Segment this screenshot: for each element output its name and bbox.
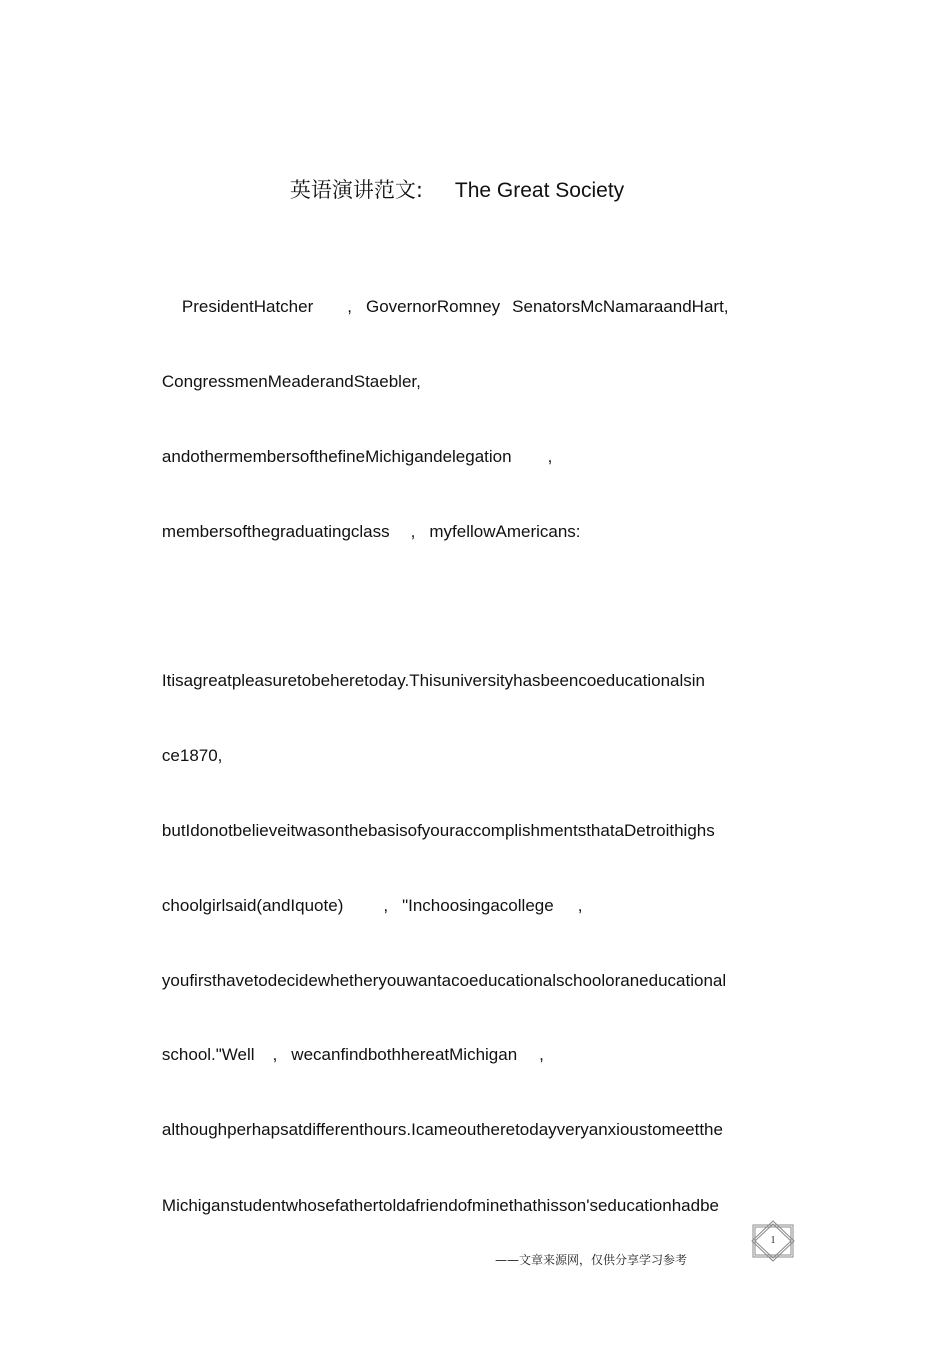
salutation-line-4: [143, 502, 581, 562]
text-segment: GovernorRomney: [365, 297, 501, 316]
salutation-line-2: [143, 352, 421, 412]
text-segment: myfellowAmericans:: [429, 522, 581, 541]
text-segment: wecanfindbothhereatMichigan: [291, 1045, 518, 1064]
text-segment: ,: [383, 896, 389, 915]
text-segment: ,: [539, 1045, 544, 1064]
text-segment: school."Well: [161, 1045, 255, 1064]
body-line-2: [143, 726, 222, 786]
text-segment: choolgirlsaid(andIquote): [161, 896, 344, 915]
text-segment: andothermembersofthefineMichigandelegation: [161, 447, 512, 466]
text-segment: ce1870,: [161, 746, 223, 765]
text-segment: ,: [577, 896, 583, 915]
page-number-badge: [750, 1220, 796, 1262]
text-segment: ,: [547, 447, 553, 466]
text-segment: Itisagreatpleasuretobeheretoday.Thisuniversityhasbeencoeducationalsin: [161, 671, 705, 690]
text-segment: ,: [347, 297, 352, 316]
body-line-5: [143, 951, 726, 1011]
text-segment: membersofthegraduatingclass: [161, 522, 390, 541]
body-line-7: [143, 1100, 723, 1160]
body-line-4: [143, 876, 582, 936]
title-english: The Great Society: [454, 179, 625, 202]
salutation-line-1: [163, 277, 729, 337]
text-segment: althoughperhapsatdifferenthours.Icameoutheretodayveryanxioustomeetthe: [161, 1120, 723, 1139]
text-segment: ,: [272, 1045, 278, 1064]
text-segment: PresidentHatcher: [181, 297, 314, 316]
text-segment: SenatorsMcNamaraandHart,: [512, 297, 729, 316]
text-segment: ,: [410, 522, 416, 541]
text-segment: butIdonotbelieveitwasonthebasisofyouraccomplishmentsthataDetroithighs: [161, 821, 715, 840]
text-segment: "Inchoosingacollege: [402, 896, 554, 915]
body-line-8: [143, 1176, 719, 1236]
body-line-6: [143, 1025, 544, 1085]
page-number: 1: [770, 1234, 776, 1246]
body-line-1: [143, 651, 705, 711]
title-chinese: 英语演讲范文:: [289, 178, 423, 202]
text-segment: Michiganstudentwhosefathertoldafriendofminethathisson'seducationhadbe: [161, 1196, 719, 1215]
body-line-3: [143, 801, 715, 861]
salutation-line-3: [143, 427, 552, 487]
footer-source-note: ——文章来源网，仅供分享学习参考: [495, 1253, 688, 1267]
text-segment: youfirsthavetodecidewhetheryouwantacoeducationalschooloraneducational: [161, 971, 727, 990]
page-title: [0, 174, 914, 204]
text-segment: CongressmenMeaderandStaebler,: [161, 372, 421, 391]
